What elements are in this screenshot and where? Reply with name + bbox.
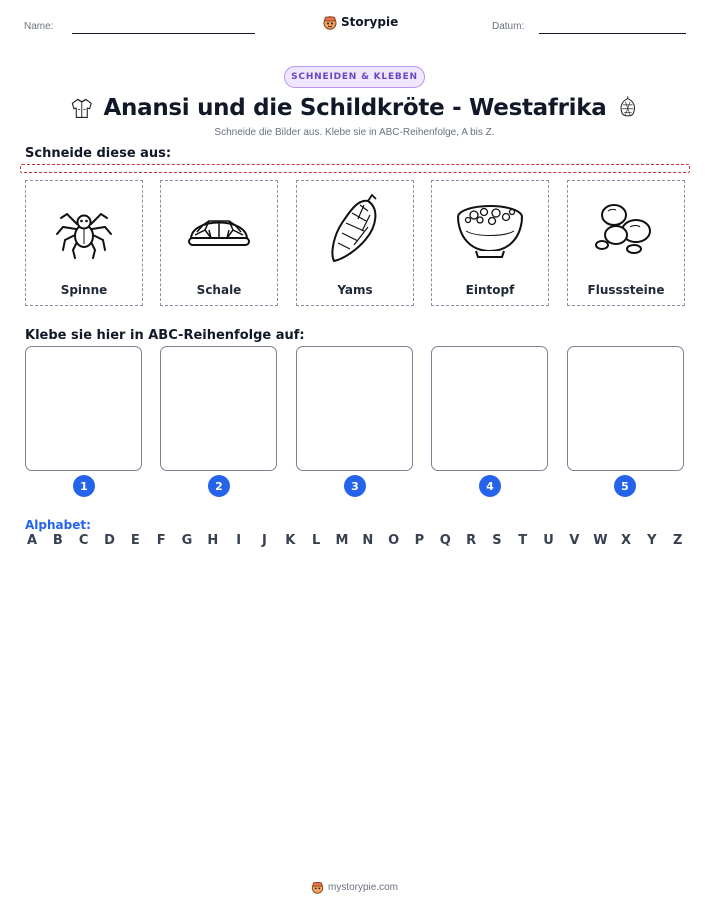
- number-badge-1: 1: [73, 475, 95, 497]
- cut-section-label: Schneide diese aus:: [25, 146, 172, 161]
- spider-icon: [49, 194, 119, 264]
- brand-name: Storypie: [341, 15, 399, 29]
- alphabet-letter: K: [285, 533, 296, 548]
- cut-card-label: Flusssteine: [587, 283, 665, 297]
- cut-card-label: Spinne: [60, 283, 108, 297]
- footer: [0, 880, 709, 894]
- alphabet-letter: I: [236, 533, 242, 548]
- number-badge-5: 5: [614, 475, 636, 497]
- alphabet-letter: O: [388, 533, 400, 548]
- name-label: Name:: [24, 21, 54, 32]
- footer-url[interactable]: mystorypie.com: [327, 881, 398, 893]
- cut-card-label: Yams: [337, 283, 373, 297]
- page-title: Anansi und die Schildkröte - Westafrika: [103, 95, 607, 121]
- alphabet-letter: M: [335, 533, 349, 548]
- jacket-icon: [70, 94, 94, 122]
- alphabet-letter: D: [104, 533, 115, 548]
- alphabet-letter: T: [518, 533, 528, 548]
- cut-card-label: Schale: [196, 283, 242, 297]
- cut-line: [20, 164, 690, 173]
- cut-card-flusssteine[interactable]: [567, 180, 685, 306]
- alphabet-letter: Y: [647, 533, 657, 548]
- alphabet-letter: U: [543, 533, 554, 548]
- alphabet-letter: A: [26, 533, 38, 548]
- paste-section-label: Klebe sie hier in ABC-Reihenfolge auf:: [25, 328, 305, 343]
- stew-bowl-icon: [452, 197, 528, 261]
- name-line[interactable]: [72, 33, 255, 34]
- instructions: Schneide die Bilder aus. Klebe sie in ABC-Reihenfolge, A bis Z.: [214, 127, 495, 138]
- alphabet-letter: G: [181, 533, 193, 548]
- paste-box-4[interactable]: [431, 346, 548, 471]
- cut-card-yams[interactable]: [296, 180, 414, 306]
- cut-card-label: Eintopf: [465, 283, 515, 297]
- alphabet-letter: P: [414, 533, 425, 548]
- alphabet-letter: J: [262, 533, 267, 548]
- activity-tag: SCHNEIDEN & KLEBEN: [284, 66, 425, 88]
- alphabet-letter: L: [311, 533, 321, 548]
- alphabet-letter: S: [492, 533, 502, 548]
- alphabet-row: [25, 533, 685, 548]
- alphabet-letter: F: [156, 533, 166, 548]
- number-badge-3: 3: [344, 475, 366, 497]
- paste-box-5[interactable]: [567, 346, 684, 471]
- alphabet-letter: W: [593, 533, 608, 548]
- brand-logo: [323, 14, 398, 30]
- alphabet-letter: R: [466, 533, 477, 548]
- title-row: [70, 92, 640, 124]
- alphabet-letter: Q: [439, 533, 451, 548]
- date-label: Datum:: [492, 21, 525, 32]
- paste-box-3[interactable]: [296, 346, 413, 471]
- cut-card-spinne[interactable]: [25, 180, 143, 306]
- date-line[interactable]: [539, 33, 686, 34]
- alphabet-letter: N: [362, 533, 374, 548]
- alphabet-label: Alphabet:: [25, 518, 91, 532]
- turtle-shell-icon: [183, 199, 255, 259]
- alphabet-letter: C: [78, 533, 89, 548]
- alphabet-letter: E: [130, 533, 140, 548]
- storypie-mascot-icon: [311, 880, 324, 894]
- cut-card-schale[interactable]: [160, 180, 278, 306]
- number-badge-2: 2: [208, 475, 230, 497]
- alphabet-letter: B: [52, 533, 63, 548]
- number-badge-4: 4: [479, 475, 501, 497]
- pinecone-icon: [616, 93, 640, 123]
- paste-box-2[interactable]: [160, 346, 277, 471]
- alphabet-letter: X: [621, 533, 632, 548]
- paste-box-1[interactable]: [25, 346, 142, 471]
- alphabet-letter: H: [207, 533, 219, 548]
- river-stones-icon: [590, 197, 662, 261]
- cut-card-eintopf[interactable]: [431, 180, 549, 306]
- storypie-mascot-icon: [323, 14, 337, 30]
- alphabet-letter: Z: [672, 533, 683, 548]
- alphabet-letter: V: [569, 533, 580, 548]
- yam-icon: [320, 191, 390, 267]
